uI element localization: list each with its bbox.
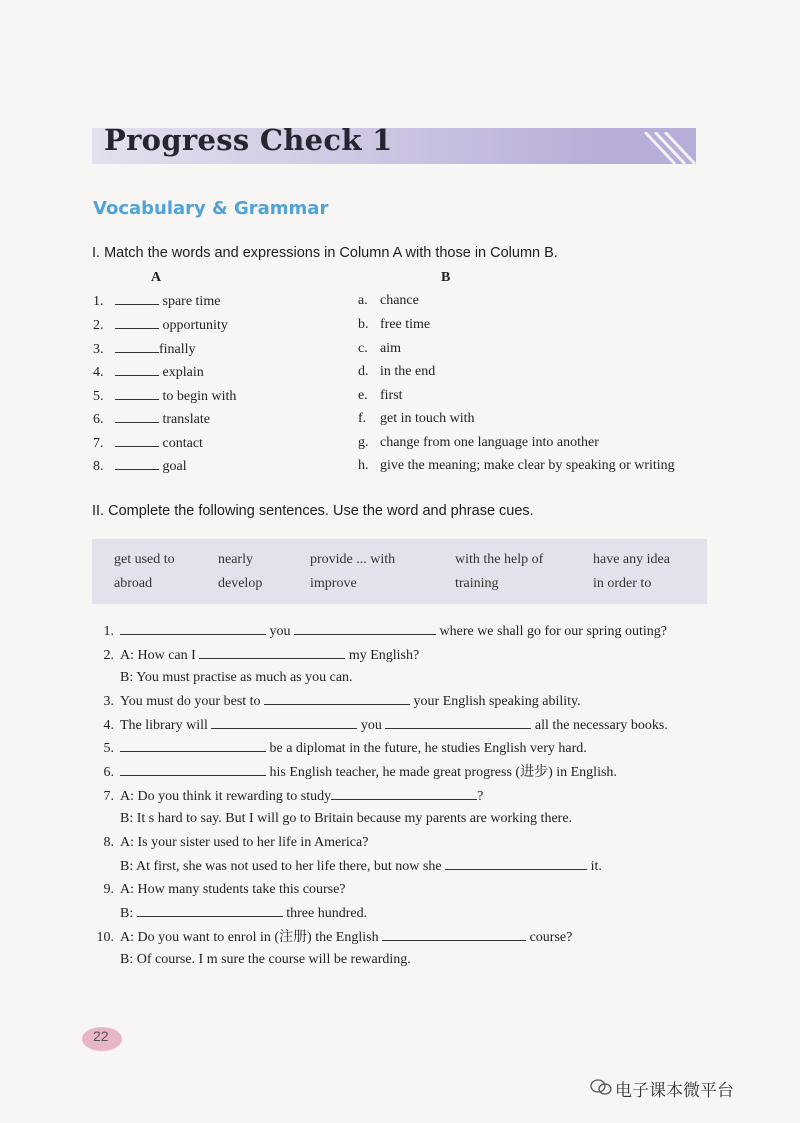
answer-blank[interactable] [120, 623, 266, 635]
match-item-a: 8. goal [93, 459, 187, 474]
match-item-b: b. free time [358, 317, 431, 332]
answer-blank[interactable] [445, 858, 587, 870]
sentence-2: 2. A: How can I my English? [103, 648, 420, 663]
sentence-1: 1. you where we shall go for our spring outing? [103, 624, 667, 639]
match-item-b: h. give the meaning; make clear by speaking or writing [358, 458, 675, 473]
match-item-b: f. get in touch with [358, 411, 475, 426]
sentence-9: 9. A: How many students take this course? [103, 882, 346, 897]
answer-blank[interactable] [382, 929, 526, 941]
answer-blank[interactable] [385, 717, 531, 729]
sentence-10-response: B: Of course. I m sure the course will be rewarding. [120, 952, 411, 967]
match-item-a: 3. finally [93, 342, 196, 357]
match-item-b: a. chance [358, 293, 419, 308]
cue-box [92, 539, 707, 604]
match-item-a: 5. to begin with [93, 389, 237, 404]
cue-word: training [455, 576, 499, 591]
cue-word: develop [218, 576, 263, 591]
answer-blank[interactable] [115, 388, 159, 400]
cue-word: in order to [593, 576, 652, 591]
match-item-b: e. first [358, 388, 403, 403]
answer-blank[interactable] [199, 647, 345, 659]
cue-word: have any idea [593, 552, 670, 567]
answer-blank[interactable] [331, 788, 477, 800]
part2-instruction: II. Complete the following sentences. Use the word and phrase cues. [92, 503, 534, 519]
sentence-7: 7. A: Do you think it rewarding to study ? [103, 789, 484, 804]
match-item-a: 2. opportunity [93, 318, 228, 333]
answer-blank[interactable] [120, 764, 266, 776]
sentence-5: 5. be a diplomat in the future, he studies English very hard. [103, 741, 587, 756]
cue-word: abroad [114, 576, 153, 591]
answer-blank[interactable] [115, 435, 159, 447]
sentence-10: 10. A: Do you want to enrol in (注册) the English course? [96, 930, 573, 945]
cue-word: with the help of [455, 552, 544, 567]
answer-blank[interactable] [115, 411, 159, 423]
cue-word: provide ... with [310, 552, 396, 567]
answer-blank[interactable] [115, 341, 159, 353]
match-item-b: c. aim [358, 341, 401, 356]
sentence-8-response: B: At first, she was not used to her life there, but now she it. [120, 859, 602, 874]
match-item-a: 6. translate [93, 412, 210, 427]
sentence-6: 6. his English teacher, he made great progress (进步) in English. [103, 765, 617, 780]
cue-word: get used to [114, 552, 175, 567]
column-a-heading: A [151, 270, 162, 285]
column-b-heading: B [441, 270, 451, 285]
sentence-4: 4. The library will you all the necessary books. [103, 718, 668, 733]
answer-blank[interactable] [211, 717, 357, 729]
match-item-a: 4. explain [93, 365, 204, 380]
cue-word: nearly [218, 552, 253, 567]
wechat-icon [590, 1078, 612, 1096]
page-title: Progress Check 1 [104, 123, 393, 157]
answer-blank[interactable] [115, 364, 159, 376]
cue-word: improve [310, 576, 357, 591]
band-stripes-decoration [635, 132, 697, 164]
answer-blank[interactable] [137, 905, 283, 917]
answer-blank[interactable] [115, 317, 159, 329]
sentence-7-response: B: It s hard to say. But I will go to Britain because my parents are working there. [120, 811, 573, 826]
sentence-3: 3. You must do your best to your English speaking ability. [103, 694, 581, 709]
answer-blank[interactable] [264, 693, 410, 705]
sentence-2-response: B: You must practise as much as you can. [120, 670, 353, 685]
match-item-b: g. change from one language into another [358, 435, 599, 450]
watermark: 电子课本微平台 [615, 1081, 734, 1101]
answer-blank[interactable] [115, 458, 159, 470]
match-item-a: 1. spare time [93, 294, 221, 309]
answer-blank[interactable] [120, 740, 266, 752]
match-item-b: d. in the end [358, 364, 436, 379]
match-item-a: 7. contact [93, 436, 203, 451]
sentence-9-response: B: three hundred. [120, 906, 368, 921]
answer-blank[interactable] [294, 623, 436, 635]
page-number: 22 [93, 1028, 109, 1044]
part1-instruction: I. Match the words and expressions in Column A with those in Column B. [92, 245, 558, 261]
sentence-8: 8. A: Is your sister used to her life in America? [103, 835, 369, 850]
section-heading: Vocabulary & Grammar [93, 198, 329, 219]
answer-blank[interactable] [115, 293, 159, 305]
